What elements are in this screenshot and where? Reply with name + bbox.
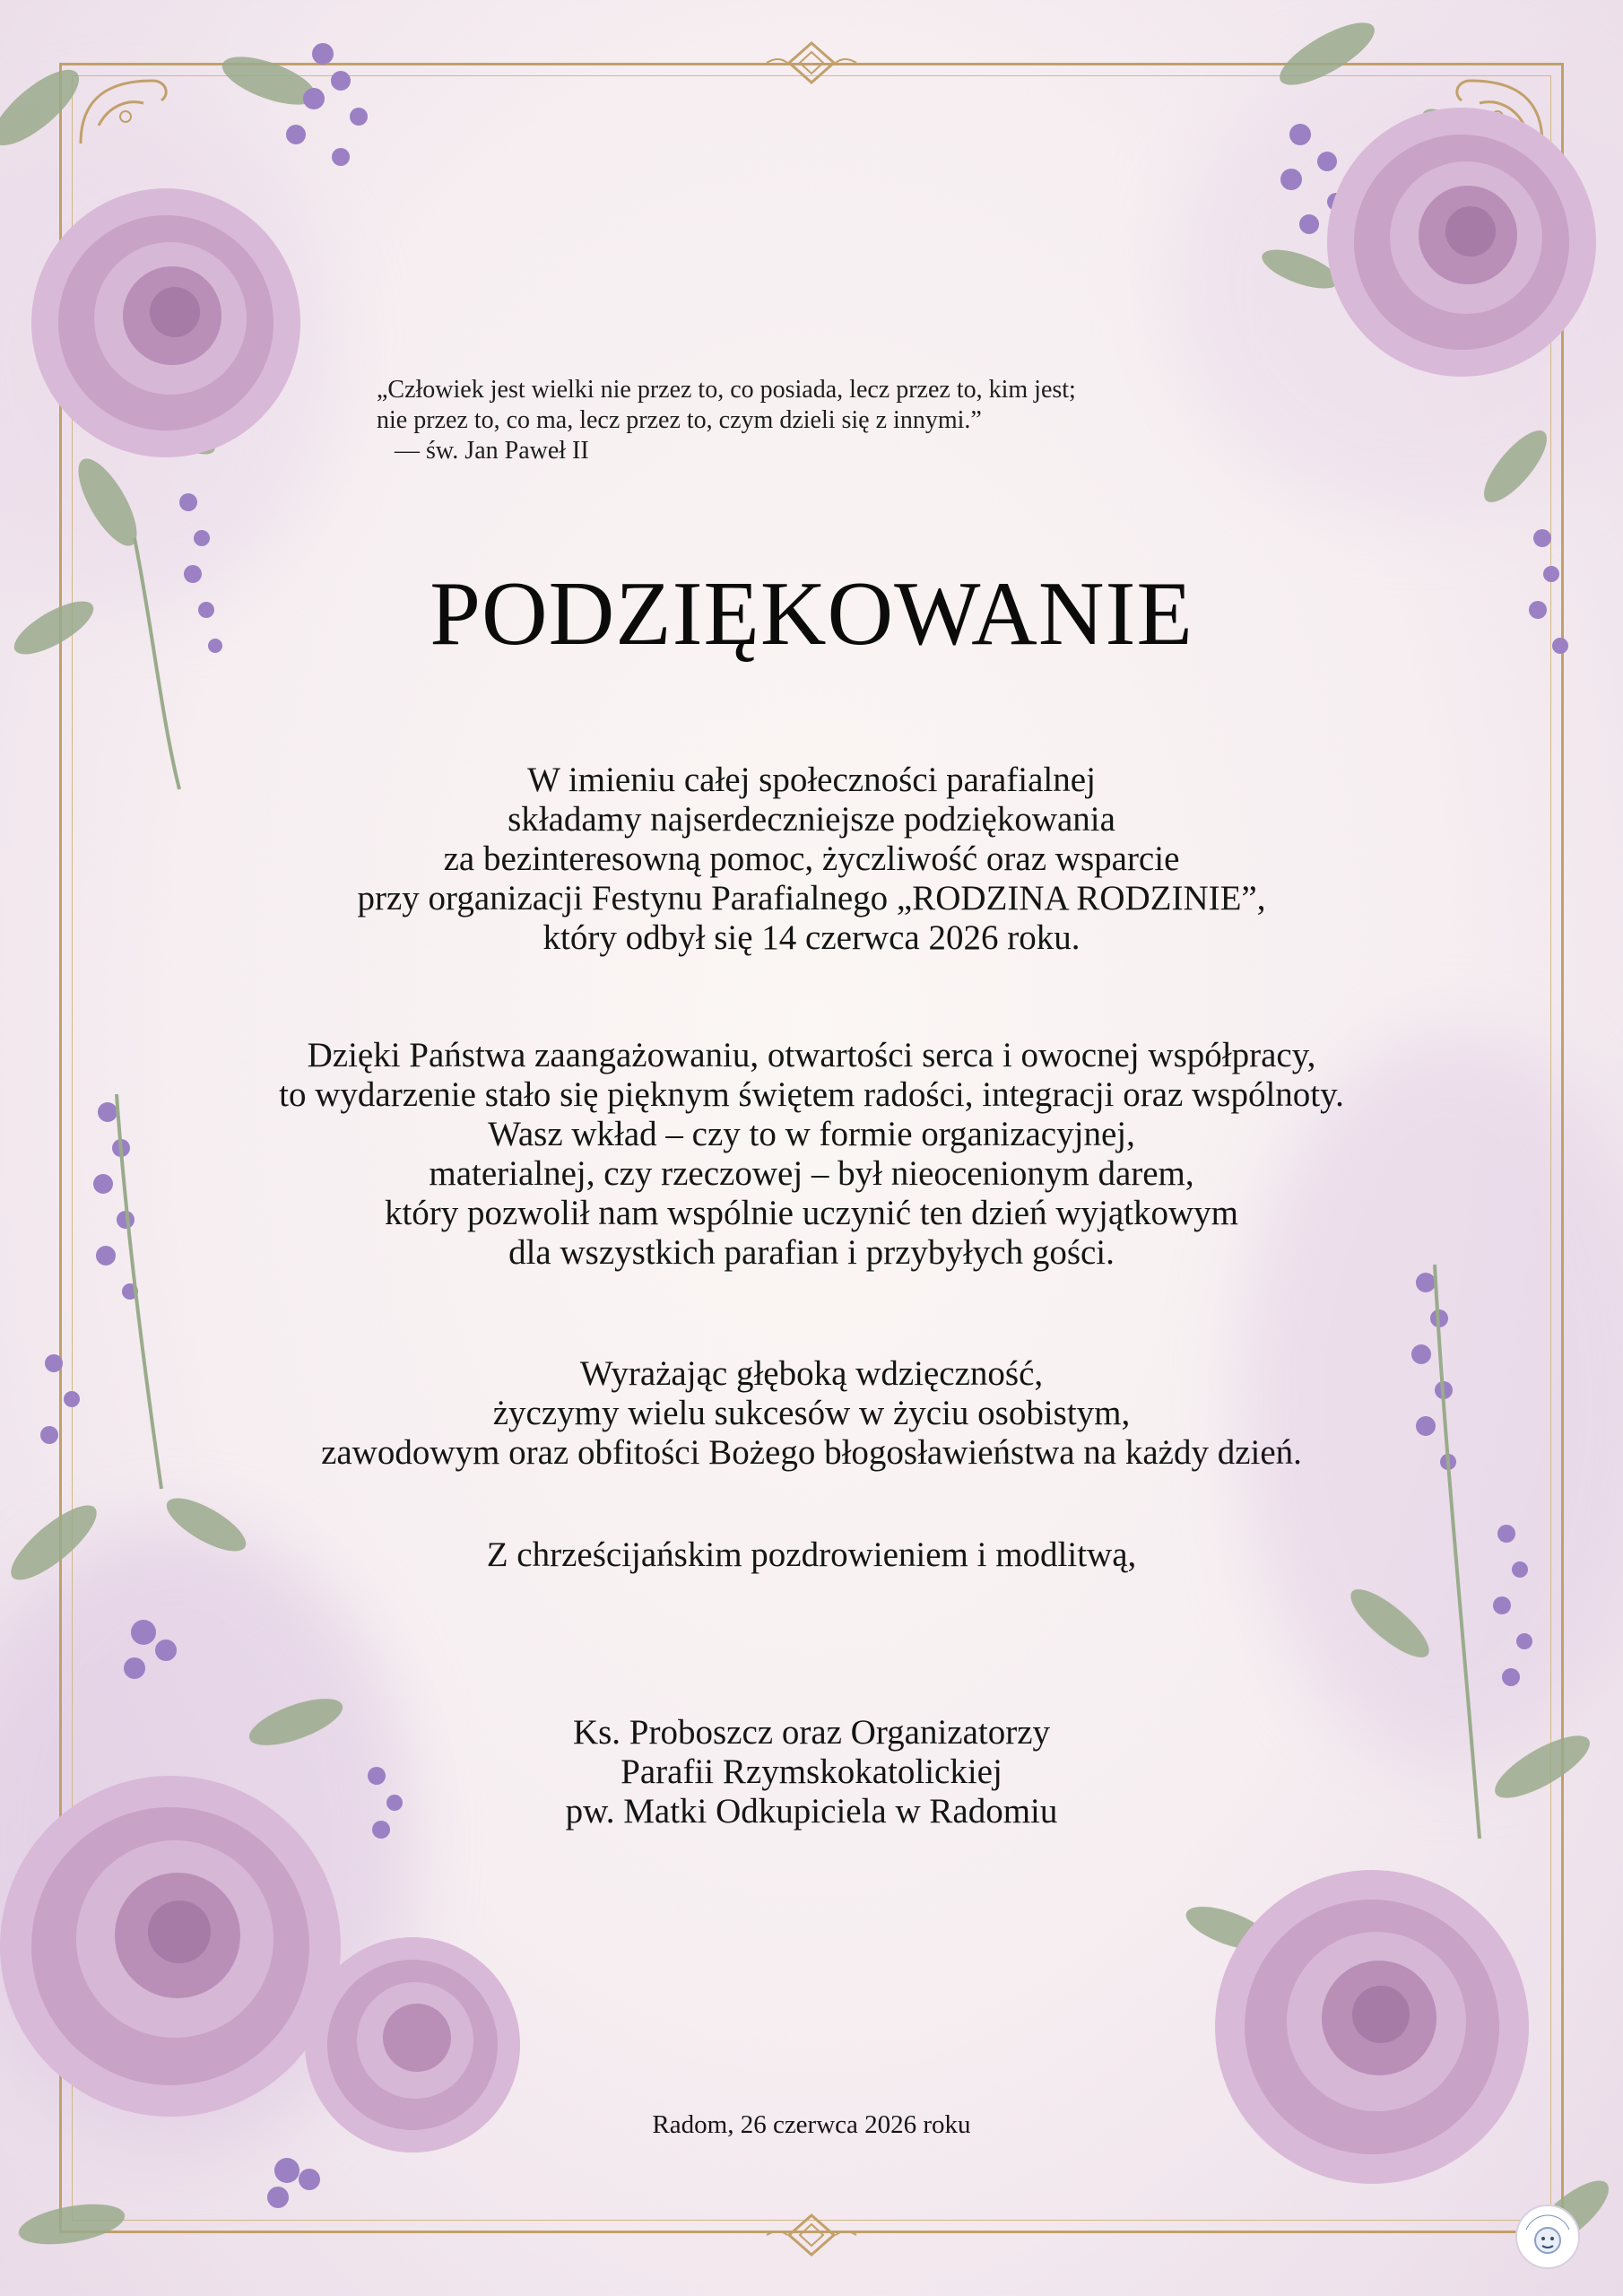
text-line: Z chrześcijańskim pozdrowieniem i modlitwą,: [486, 1535, 1137, 1574]
signature-block: [0, 1713, 1623, 1831]
text-line: Wasz wkład – czy to w formie organizacyjnej,: [488, 1115, 1135, 1153]
signature-line: Ks. Proboszcz oraz Organizatorzy: [572, 1713, 1051, 1752]
bottom-diamond-ornament: [762, 2208, 861, 2262]
text-line: składamy najserdeczniejsze podziękowania: [508, 800, 1115, 839]
text-line: który pozwolił nam wspólnie uczynić ten dzień wyjątkowym: [384, 1194, 1239, 1232]
date-line: Radom, 26 czerwca 2026 roku: [652, 2110, 971, 2139]
text-line: za bezinteresowną pomoc, życzliwość oraz wsparcie: [443, 839, 1180, 878]
top-diamond-ornament: [762, 36, 861, 90]
paragraph-2: [0, 1036, 1623, 1273]
text-line: W imieniu całej społeczności parafialnej: [527, 761, 1096, 799]
page-title: PODZIĘKOWANIE: [430, 563, 1193, 665]
text-line: który odbył się 14 czerwca 2026 roku.: [542, 918, 1081, 957]
quote-line: „Człowiek jest wielki nie przez to, co posiada, lecz przez to, kim jest;: [377, 376, 1076, 404]
paragraph-3: [0, 1354, 1623, 1473]
top-left-rose-bouquet: [0, 0, 412, 807]
watermark-logo: [1514, 2203, 1582, 2271]
text-line: dla wszystkich parafian i przybyłych gości.: [508, 1233, 1115, 1272]
text-line: Wyrażając głęboką wdzięczność,: [579, 1354, 1044, 1393]
quote-line: nie przez to, co ma, lecz przez to, czym dzieli się z innymi.”: [377, 406, 982, 434]
paragraph-1: [0, 761, 1623, 958]
signature-line: pw. Matki Odkupiciela w Radomiu: [565, 1792, 1058, 1831]
closing-line: [0, 1535, 1623, 1575]
signature-line: Parafii Rzymskokatolickiej: [621, 1752, 1002, 1791]
quote-block: [377, 375, 1273, 466]
text-line: życzymy wielu sukcesów w życiu osobistym,: [492, 1394, 1131, 1432]
text-line: to wydarzenie stało się pięknym świętem radości, integracji oraz wspólnoty.: [279, 1075, 1344, 1114]
quote-author: — św. Jan Paweł II: [395, 437, 589, 465]
text-line: materialnej, czy rzeczowej – był nieocenionym darem,: [429, 1154, 1194, 1193]
text-line: przy organizacji Festynu Parafialnego „RODZINA RODZINIE”,: [357, 879, 1266, 918]
text-line: Dzięki Państwa zaangażowaniu, otwartości serca i owocnej współpracy,: [307, 1036, 1316, 1074]
text-line: zawodowym oraz obfitości Bożego błogosławieństwa na każdy dzień.: [321, 1433, 1302, 1472]
